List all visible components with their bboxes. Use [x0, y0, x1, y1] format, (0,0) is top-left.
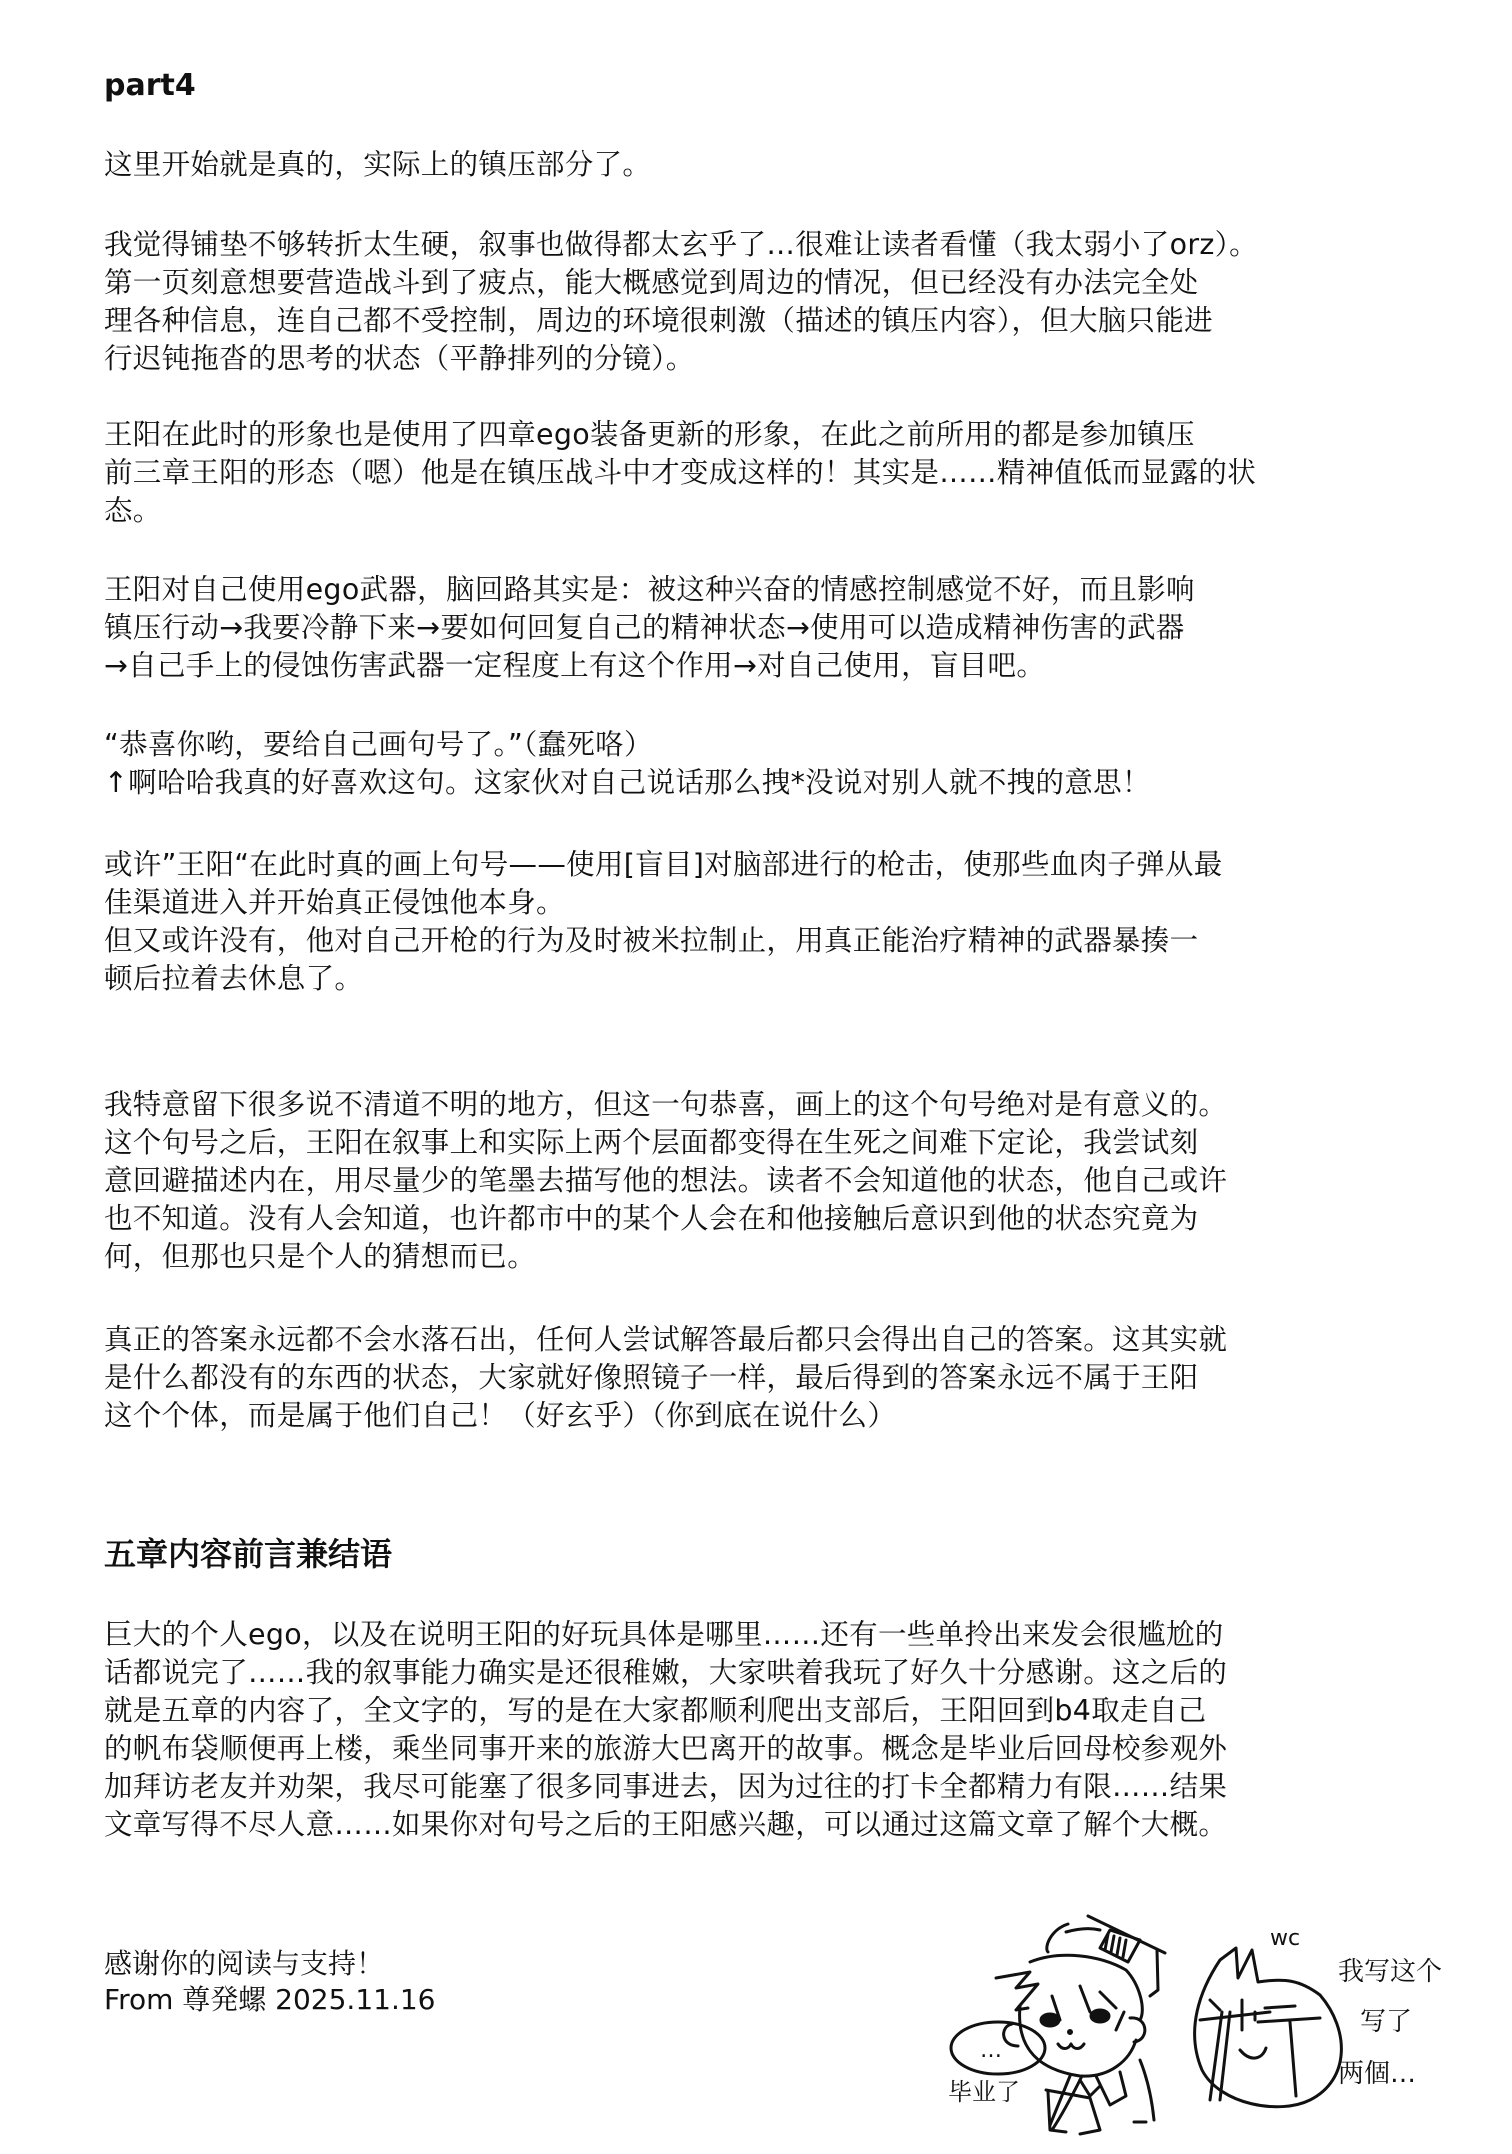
graduate-character-drawing	[996, 1916, 1165, 2134]
caption-graduated: 毕业了	[948, 2078, 1020, 2106]
doodle-illustration	[940, 1900, 1460, 2150]
paragraph-chapter-five: 巨大的个人ego，以及在说明王阳的好玩具体是哪里……还有一些单拎出来发会很尴尬的 话都说完了……我的叙事能力确实是还很稚嫩，大家哄着我玩了好久十分感谢。这之后的 就是五章的内容了，全文字的，写的是在大家都顺利爬出支部后，王阳回到b4取走自己 的帆布袋顺便再上楼，乘坐同事开来的旅游大巴离开的故事。概念是毕业后回母校参观外 加拜访老友并劝架，我尽可能塞了很多同事进去，因为过往的打卡全都精力有限……结果 文章写得不尽人意……如果你对句号之后的王阳感兴趣，可以通过这篇文章了解个大概。	[104, 1618, 1228, 1841]
note-line-1: 我写这个	[1338, 1957, 1443, 1987]
paragraph-ambiguity: 我特意留下很多说不清道不明的地方，但这一句恭喜，画上的这个句号绝对是有意义的。 这个句号之后，王阳在叙事上和实际上两个层面都变得在生死之间难下定论，我尝试刻 意回避描述内在，用尽量少的笔墨去描写他的想法。读者不会知道他的状态，他自己或许 也不知道。没有人会知道，也许都市中的某个人会在和他接触后意识到他的状态究竟为 何，但那也只是个人的猜想而已。	[104, 1088, 1228, 1273]
large-speech-bubble	[1195, 1948, 1342, 2107]
paragraph-appearance: 王阳在此时的形象也是使用了四章ego装备更新的形象，在此之前所用的都是参加镇压 前三章王阳的形态（嗯）他是在镇压战斗中才变成这样的！其实是……精神值低而显露的状 态。	[104, 418, 1257, 527]
note-line-3: 两個…	[1338, 2059, 1417, 2089]
paragraph-ego-weapon: 王阳对自己使用ego武器，脑回路其实是：被这种兴奋的情感控制感觉不好，而且影响 镇压行动→我要冷静下来→要如何回复自己的精神状态→使用可以造成精神伤害的武器 →自己手上的侵蚀伤害武器一定程度上有这个作用→对自己使用，盲目吧。	[104, 573, 1195, 682]
document-title: part4	[104, 68, 196, 103]
paragraph-quote: “恭喜你哟，要给自己画句号了。”（蠢死咯） ↑啊哈哈我真的好喜欢这句。这家伙对自己说话那么拽*没说对别人就不拽的意思！	[104, 728, 1151, 799]
small-bubble-text: …	[980, 2038, 1002, 2063]
exclaim-text: wc	[1270, 1926, 1301, 1951]
handwritten-note	[1338, 1957, 1442, 2089]
paragraph-period: 或许”王阳“在此时真的画上句号——使用[盲目]对脑部进行的枪击，使那些血肉子弹从最 佳渠道进入并开始真正侵蚀他本身。 但又或许没有，他对自己开枪的行为及时被米拉制止，用真正能治疗精神的武器暴揍一 顿后拉着去休息了。	[104, 848, 1223, 995]
byline: From 尊発螺 2025.11.16	[104, 1983, 436, 2016]
thanks-line: 感谢你的阅读与支持！	[104, 1947, 385, 1980]
paragraph-intro: 这里开始就是真的，实际上的镇压部分了。	[104, 148, 652, 181]
note-line-2: 写了	[1360, 2007, 1413, 2037]
paragraph-answer: 真正的答案永远都不会水落石出，任何人尝试解答最后都只会得出自己的答案。这其实就 是什么都没有的东西的状态，大家就好像照镜子一样，最后得到的答案永远不属于王阳 这个个体，而是属于他们自己！（好玄乎）（你到底在说什么）	[104, 1323, 1228, 1432]
small-speech-bubble	[951, 2022, 1045, 2074]
paragraph-narrative-critique: 我觉得铺垫不够转折太生硬，叙事也做得都太玄乎了…很难让读者看懂（我太弱小了orz）。 第一页刻意想要营造战斗到了疲点，能大概感觉到周边的情况，但已经没有办法完全处 理各种信息，连自己都不受控制，周边的环境很刺激（描述的镇压内容），但大脑只能进 行迟钝拖沓的思考的状态（平静排列的分镜）。	[104, 228, 1258, 375]
section-heading: 五章内容前言兼结语	[104, 1535, 393, 1573]
signoff	[104, 1946, 436, 2018]
